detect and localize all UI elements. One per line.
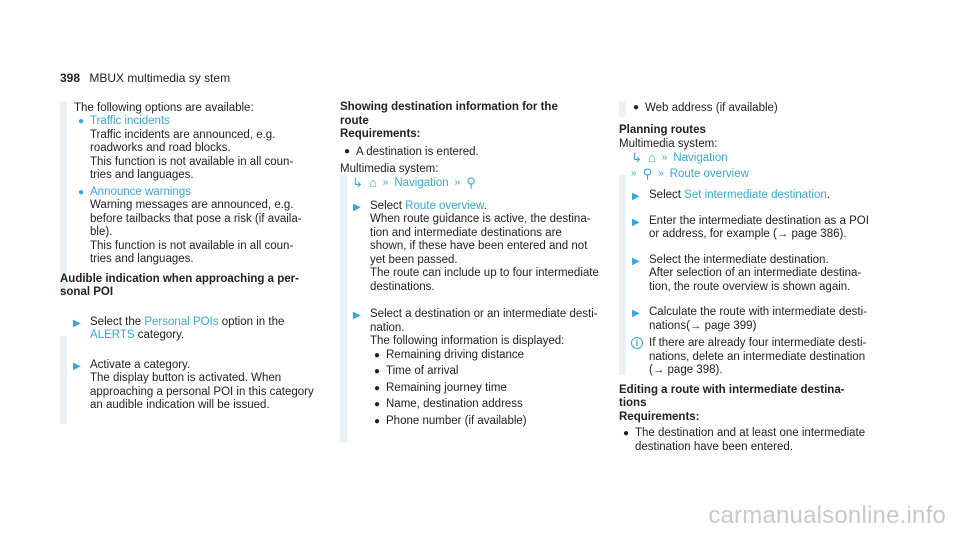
option-text: This function is not available in all coun- [90,155,294,168]
step-arrow-icon: ▶ [353,201,361,213]
info-icon: i [631,337,643,349]
requirement-text: A destination is entered. [356,145,479,158]
step-text: shown, if these have been entered and not [370,240,588,252]
bullet-icon: ● [633,102,640,113]
step-select-intermediate [619,254,909,295]
step-set-intermediate [619,189,909,203]
heading-line: tions [619,397,647,409]
step-text: After selection of an intermediate destina- [649,267,862,279]
chevron-right-icon: » [661,152,668,163]
section-heading-planning-routes: Planning routes [619,124,706,136]
option-text: Warning messages are announced, e.g. [90,199,294,211]
info-item-text: Phone number (if available) [386,414,527,427]
bullet-icon: ● [374,366,381,377]
link-route-overview[interactable]: Route overview [405,199,484,212]
option-announce-warnings [74,186,330,267]
section-heading-poi [60,273,330,300]
page-number: 398 [60,71,81,85]
bullet-icon: ● [78,186,85,198]
step-text: Activate a category. [90,358,191,371]
step-text: an audible indication will be issued. [90,399,270,411]
return-arrow-icon: ↳ [631,150,642,165]
step-text: Select the intermediate destination. [649,253,829,266]
option-text: ble). [90,226,113,238]
step-text: The display button is activated. When [90,372,282,384]
requirement-text: destination have been entered. [635,440,793,453]
bullet-icon: ● [374,349,381,361]
column-1 [60,101,330,413]
requirements-label: Requirements: [340,128,421,140]
requirement-item [340,145,612,159]
step-arrow-icon: ▶ [632,308,640,319]
menu-path [340,176,612,190]
home-icon[interactable]: ⌂ [647,150,656,165]
step-text: The route can include up to four intermediate [370,267,599,279]
options-intro: The following options are available: [74,102,254,114]
step-select-route-overview [340,200,612,295]
route-flag-icon[interactable]: ⚲ [466,174,476,190]
info-item-text: Web address (if available) [645,102,778,114]
bullet-icon: ● [78,116,85,127]
note-text: If there are already four intermediate desti- [649,337,867,349]
info-item-text: Name, destination address [386,398,523,410]
step-text: destinations. [370,280,435,293]
menu-path-continued [619,167,909,181]
bullet-icon: ● [374,415,381,427]
step-arrow-icon: ▶ [632,216,640,228]
column-3 [619,101,909,454]
info-item-text: Time of arrival [386,365,459,377]
step-text: Calculate the route with intermediate desti- [649,306,867,318]
bullet-icon: ● [344,145,351,157]
return-arrow-icon: ↳ [352,174,363,190]
route-flag-icon[interactable]: ⚲ [642,166,653,181]
path-route-overview[interactable]: Route overview [669,168,749,180]
margin-bar-col1 [60,101,67,296]
step-text: Select [649,189,685,201]
note-text: (→ page 398). [649,364,723,376]
requirements-label: Requirements: [619,410,700,423]
option-text: before tailbacks that pose a risk (if availa- [90,212,302,225]
step-text: nations(→ page 399) [649,319,757,332]
step-activate-category [60,359,330,413]
page-title: MBUX multimedia sy stem [89,71,231,85]
step-text: . [826,189,830,201]
chevron-right-icon: » [454,176,461,188]
info-list-item [619,101,909,115]
step-text: option in the [218,315,285,328]
info-list-item [370,349,612,363]
option-text: roadworks and road blocks. [90,142,231,154]
step-text: yet been passed. [370,253,458,266]
info-item-text: Remaining driving distance [386,348,525,361]
path-navigation[interactable]: Navigation [673,152,728,164]
step-text: nation. [370,321,405,334]
multimedia-label: Multimedia system: [619,138,718,150]
heading-line: Showing destination information for the [340,101,558,113]
step-select-destination [340,308,612,428]
requirement-item [619,427,909,454]
section-heading-editing-route [619,384,909,425]
step-enter-intermediate [619,215,909,242]
info-note [619,337,909,378]
note-text: nations, delete an intermediate destination [649,350,866,363]
heading-line: Audible indication when approaching a per- [60,272,299,285]
requirement-text: The destination and at least one intermediate [635,427,866,439]
step-arrow-icon: ▶ [632,255,640,267]
step-text: category. [134,329,185,341]
link-set-intermediate-destination[interactable]: Set intermediate destination [684,189,827,201]
step-arrow-icon: ▶ [353,310,361,321]
chevron-right-icon: » [382,176,389,188]
step-text: Enter the intermediate destination as a POI [649,214,869,227]
link-personal-pois[interactable]: Personal POIs [144,315,219,328]
home-icon[interactable]: ⌂ [368,174,377,190]
heading-line: Editing a route with intermediate destina- [619,383,845,396]
menu-path [619,151,909,165]
step-text: tion and intermediate destinations are [370,226,562,239]
step-text: Select a destination or an intermediate desti- [370,308,598,320]
chevron-right-icon: » [658,168,664,179]
watermark: carmanualsonline.info [708,502,946,529]
step-arrow-icon: ▶ [632,191,640,202]
page-header [60,71,230,85]
option-text: tries and languages. [90,169,194,181]
info-list-item [370,365,612,379]
step-text: Select [370,199,406,212]
step-arrow-icon: ▶ [73,360,81,372]
option-label: Traffic incidents [90,115,170,127]
option-text: This function is not available in all coun- [90,239,294,252]
step-arrow-icon: ▶ [73,317,81,329]
info-list-item [370,382,612,396]
step-text: . [483,199,487,212]
option-label: Announce warnings [90,185,192,198]
multimedia-label: Multimedia system: [340,162,439,175]
step-calculate-route [619,306,909,333]
step-text: or address, for example (→ page 386). [649,228,847,240]
step-text: Select the [90,315,145,328]
chevron-right-icon: » [631,168,637,179]
bullet-icon: ● [374,382,381,394]
heading-line: route [340,114,369,127]
info-item-text: Remaining journey time [386,381,507,394]
step-select-personal-pois [60,316,330,343]
bullet-icon: ● [374,399,381,410]
option-text: Traffic incidents are announced, e.g. [90,128,276,141]
bullet-icon: ● [623,428,630,439]
section-heading-destination-info [340,101,612,142]
path-navigation[interactable]: Navigation [394,176,449,189]
step-text: approaching a personal POI in this category [90,385,314,398]
step-text: The following information is displayed: [370,335,565,347]
step-text: tion, the route overview is shown again. [649,280,851,293]
info-list-item [370,415,612,429]
step-text: When route guidance is active, the destina- [370,213,591,225]
option-traffic-incidents [74,115,330,183]
heading-line: sonal POI [60,286,114,298]
column-2 [340,101,612,428]
info-list-item [370,398,612,412]
link-alerts[interactable]: ALERTS [90,329,135,341]
option-text: tries and languages. [90,253,194,265]
